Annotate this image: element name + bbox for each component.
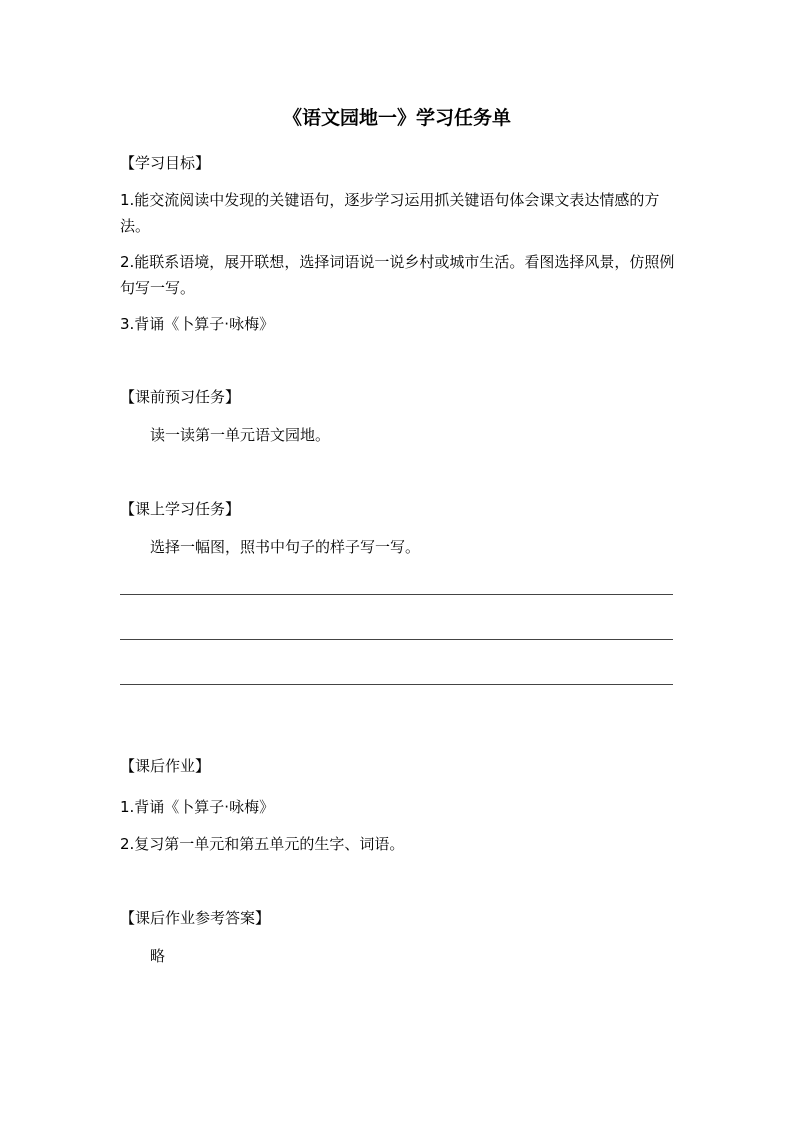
goal-item-2: 2.能联系语境，展开联想，选择词语说一说乡村或城市生活。看图选择风景，仿照例句写一写。 bbox=[120, 253, 675, 297]
answers-heading: 【课后作业参考答案】 bbox=[120, 909, 271, 927]
homework-item-1: 1.背诵《卜算子·咏梅》 bbox=[120, 798, 275, 816]
homework-item-2: 2.复习第一单元和第五单元的生字、词语。 bbox=[120, 835, 405, 853]
homework-heading: 【课后作业】 bbox=[120, 757, 211, 775]
preview-heading: 【课前预习任务】 bbox=[120, 388, 241, 406]
writing-line bbox=[120, 639, 673, 640]
writing-line bbox=[120, 684, 673, 685]
page-title: 《语文园地一》学习任务单 bbox=[282, 107, 511, 129]
preview-text: 读一读第一单元语文园地。 bbox=[150, 426, 331, 444]
writing-line bbox=[120, 594, 673, 595]
goal-item-3: 3.背诵《卜算子·咏梅》 bbox=[120, 315, 275, 333]
goals-heading: 【学习目标】 bbox=[120, 154, 211, 172]
classwork-text: 选择一幅图，照书中句子的样子写一写。 bbox=[150, 538, 421, 556]
answers-text: 略 bbox=[150, 947, 166, 965]
goal-item-1: 1.能交流阅读中发现的关键语句，逐步学习运用抓关键语句体会课文表达情感的方法。 bbox=[120, 191, 660, 235]
classwork-heading: 【课上学习任务】 bbox=[120, 500, 241, 518]
